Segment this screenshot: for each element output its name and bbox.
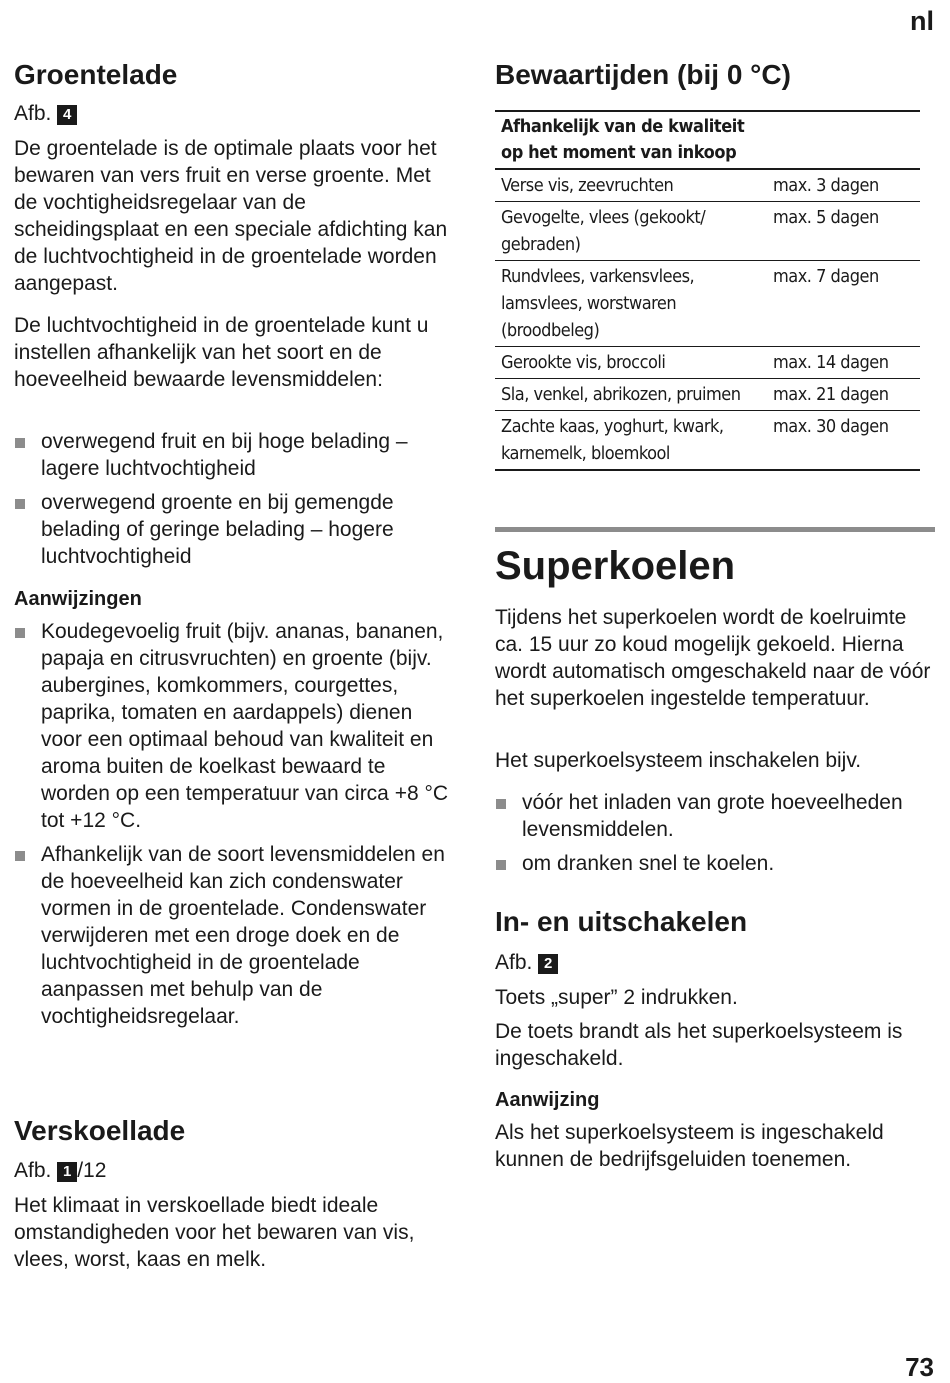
- table-row: [495, 202, 920, 261]
- section-title-superkoelen: Superkoelen: [495, 544, 736, 588]
- figure-number-box: 4: [57, 105, 77, 125]
- table-row: [495, 347, 920, 379]
- figure-label: Afb.: [495, 951, 533, 974]
- table-row: [495, 261, 920, 347]
- notes-list: [14, 618, 454, 1030]
- groentelade-intro: De groentelade is de optimale plaats voor het bewaren van vers fruit en verse groente. Met de vochtigheidsregelaar van de scheidingsplaat en een speciale afdichting kan de luchtvochtigheid in de groentelade worden aangepast.: [14, 137, 448, 295]
- section-title-bewaartijden: Bewaartijden (bij 0 °C): [495, 59, 791, 90]
- square-bullet-icon: [15, 438, 25, 448]
- list-item: Afhankelijk van de soort levensmiddelen en de hoeveelheid kan zich condenswater vormen in de groentelade. Condenswater verwijderen met een droge doek en de luchtvochtigheid in de groentelade aanpassen met behulp van de vochtigheidsregelaar.: [14, 841, 454, 1030]
- list-item: overwegend groente en bij gemengde belading of geringe belading – hogere luchtvochtigheid: [14, 489, 454, 570]
- inuit-instruction: Toets „super” 2 indrukken.: [495, 986, 738, 1009]
- notes-heading: Aanwijzingen: [14, 588, 142, 610]
- section-divider: [495, 527, 935, 532]
- table-cell-time: max. 21 dagen: [773, 384, 889, 405]
- groentelade-humidity-text: De luchtvochtigheid in de groentelade kunt u instellen afhankelijk van het soort en de hoeveelheid bewaarde levensmiddelen:: [14, 314, 429, 391]
- superkoelen-intro: Tijdens het superkoelen wordt de koelruimte ca. 15 uur zo koud mogelijk gekoeld. Hierna wordt automatisch omgeschakeld naar de vóór het superkoelen ingestelde temperatuur.: [495, 606, 931, 710]
- section-title-verskoellade: Verskoellade: [14, 1115, 186, 1146]
- note-text: Als het superkoelsysteem is ingeschakeld kunnen de bedrijfsgeluiden toenemen.: [495, 1121, 884, 1171]
- list-item: Koudegevoelig fruit (bijv. ananas, bananen, papaja en citrusvruchten) en groente (bijv. aubergines, komkommers, courgettes, paprika, tomaten en aardappels) dienen voor een optimaal behoud van kwaliteit en aroma buiten de koelkast bewaard te worden op een temperatuur van circa +8 °C tot +12 °C.: [14, 618, 454, 834]
- square-bullet-icon: [496, 799, 506, 809]
- table-cell-item: Gerookte vis, broccoli: [501, 352, 666, 373]
- table-row: [495, 170, 920, 202]
- table-cell-time: max. 3 dagen: [773, 175, 879, 196]
- table-cell-item: Gevogelte, vlees (gekookt/ gebraden): [501, 207, 706, 255]
- page-number: 73: [905, 1352, 934, 1382]
- storage-times-table: [495, 110, 920, 471]
- figure-label: Afb.: [14, 1159, 52, 1182]
- figure-reference: [14, 100, 77, 127]
- section-title-groentelade: Groentelade: [14, 59, 178, 90]
- figure-label: Afb.: [14, 102, 52, 125]
- humidity-options-list: [14, 428, 454, 570]
- list-item: om dranken snel te koelen.: [495, 850, 935, 877]
- table-row: [495, 411, 920, 469]
- table-cell-item: Verse vis, zeevruchten: [501, 175, 674, 196]
- superkoelen-usage: Het superkoelsysteem inschakelen bijv.: [495, 749, 862, 772]
- table-cell-item: Zachte kaas, yoghurt, kwark, karnemelk, bloemkool: [501, 416, 724, 464]
- note-heading: Aanwijzing: [495, 1089, 600, 1111]
- table-cell-time: max. 14 dagen: [773, 352, 889, 373]
- figure-suffix: /12: [77, 1159, 107, 1182]
- figure-reference: [14, 1157, 106, 1184]
- figure-number-box: 1: [57, 1162, 77, 1182]
- table-cell-item: Sla, venkel, abrikozen, pruimen: [501, 384, 741, 405]
- list-item: overwegend fruit en bij hoge belading – lagere luchtvochtigheid: [14, 428, 454, 482]
- table-cell-item: Rundvlees, varkensvlees, lamsvlees, worstwaren (broodbeleg): [501, 266, 695, 341]
- inuit-indicator-text: De toets brandt als het superkoelsysteem is ingeschakeld.: [495, 1020, 903, 1070]
- verskoellade-text: Het klimaat in verskoellade biedt ideale omstandigheden voor het bewaren van vis, vlees, worst, kaas en melk.: [14, 1194, 415, 1271]
- table-body: [495, 170, 920, 469]
- figure-number-box: 2: [538, 954, 558, 974]
- section-title-in-uitschakelen: In- en uitschakelen: [495, 906, 748, 937]
- table-row: [495, 379, 920, 411]
- table-cell-time: max. 30 dagen: [773, 416, 889, 437]
- square-bullet-icon: [496, 860, 506, 870]
- table-header: Afhankelijk van de kwaliteit op het moment van inkoop: [495, 112, 920, 170]
- square-bullet-icon: [15, 499, 25, 509]
- square-bullet-icon: [15, 628, 25, 638]
- table-cell-time: max. 7 dagen: [773, 266, 879, 287]
- list-item: vóór het inladen van grote hoeveelheden levensmiddelen.: [495, 789, 935, 843]
- language-code: nl: [910, 6, 934, 36]
- table-cell-time: max. 5 dagen: [773, 207, 879, 228]
- superkoelen-list: [495, 789, 935, 877]
- figure-reference: [495, 949, 558, 976]
- square-bullet-icon: [15, 851, 25, 861]
